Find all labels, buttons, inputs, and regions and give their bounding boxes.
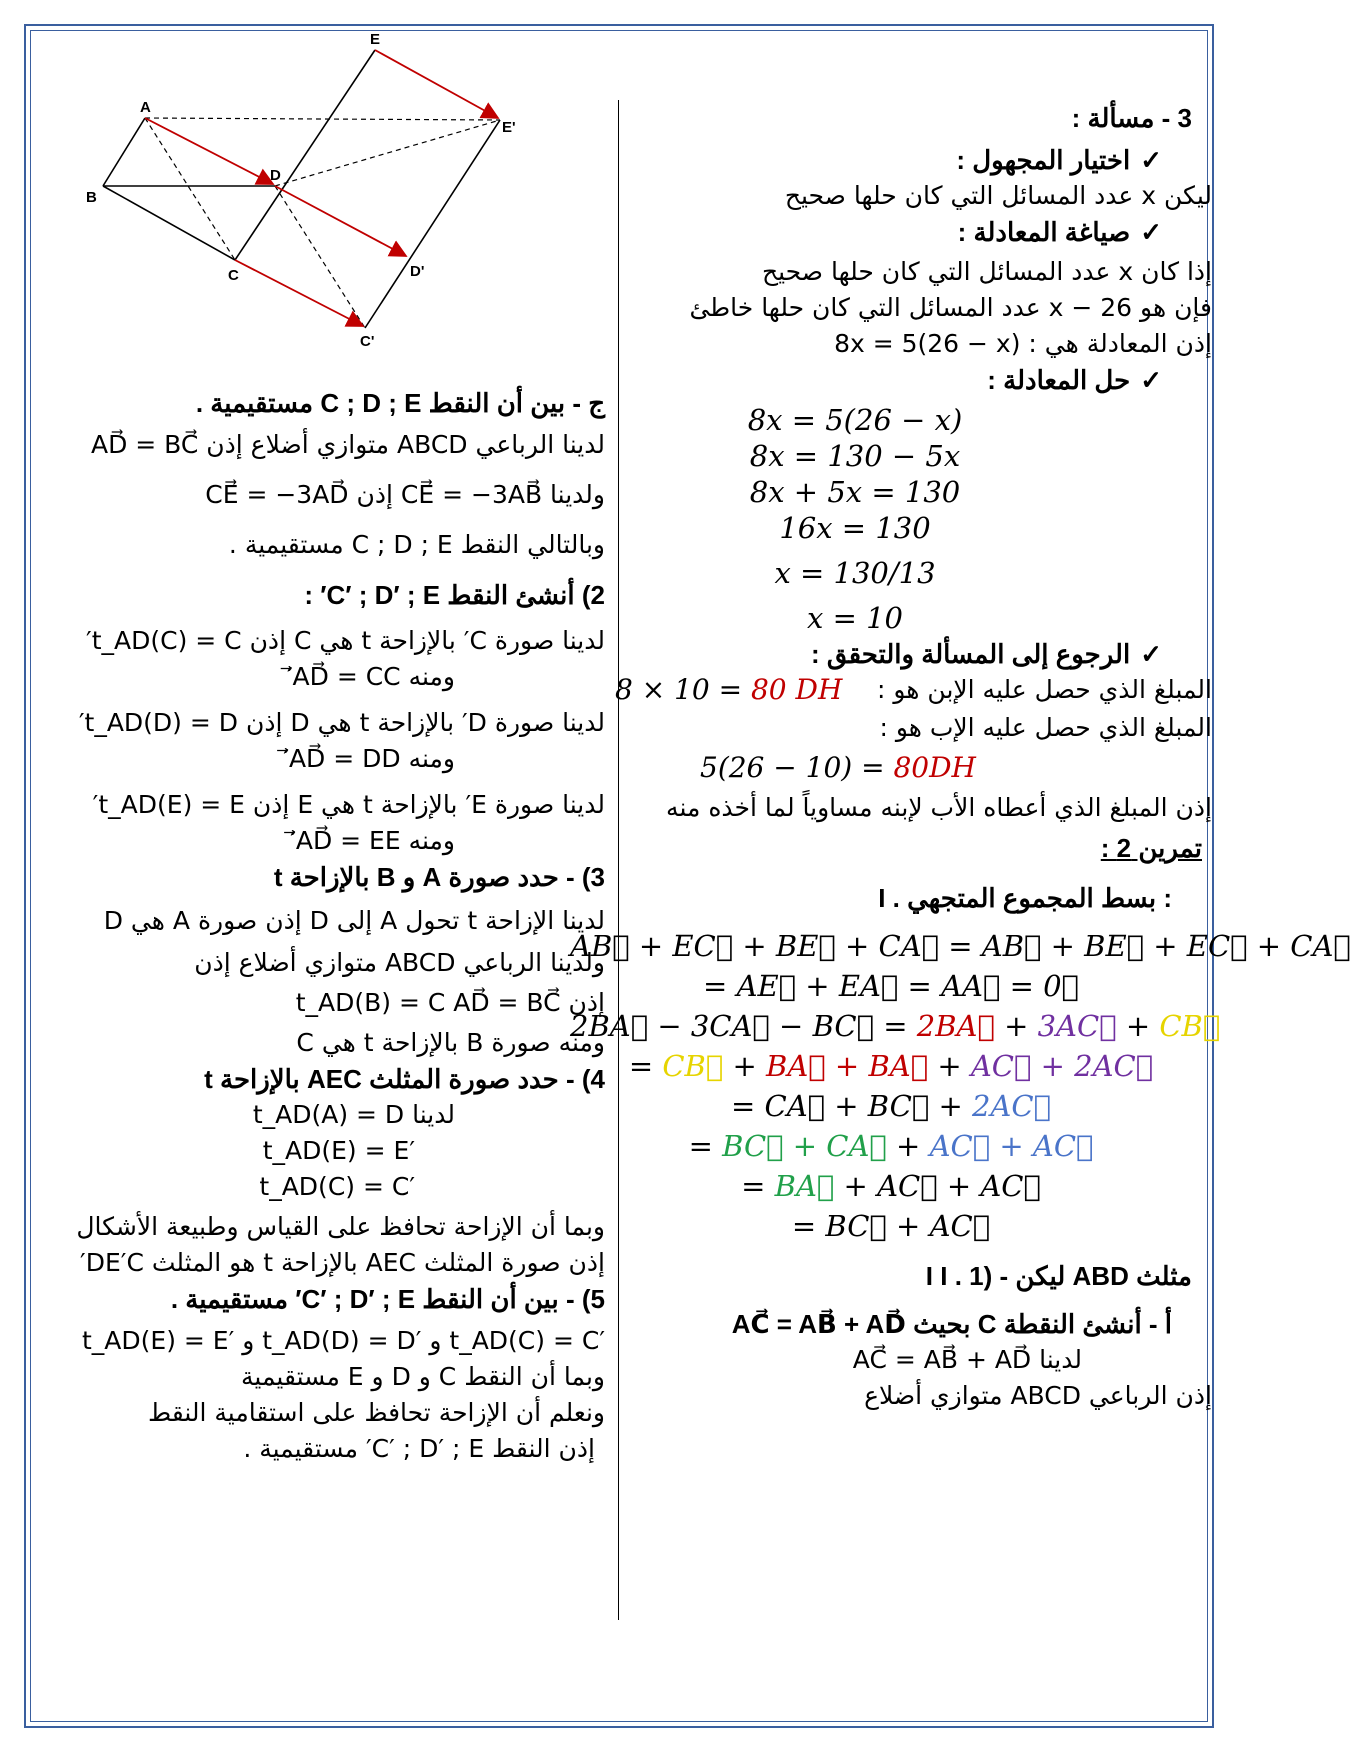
text-line: فإن هو x − 26 عدد المسائل التي كان حلها خاطئ	[689, 293, 1212, 322]
son-amount-value: 80 DH	[750, 673, 843, 706]
part-I-heading: I . بسط المجموع المتجهي :	[878, 883, 1172, 913]
dashed-BE'	[275, 120, 500, 186]
segment-E'C'	[365, 120, 500, 328]
label-A: A	[140, 99, 151, 116]
expr-part: 3AC⃗	[1037, 1009, 1117, 1043]
right-column	[570, 100, 1351, 1414]
father-amount	[640, 746, 1212, 790]
label-C: C	[228, 267, 239, 284]
expr-part: =	[688, 1129, 723, 1163]
label-D-prime: D'	[410, 263, 425, 280]
text-line: المبلغ الذي حصل عليه الإب هو :	[879, 713, 1212, 742]
step-form-equation: ✓ صياغة المعادلة :	[640, 214, 1212, 250]
dashed-AE'	[145, 118, 500, 120]
question-a-heading: أ - أنشئ النقطة C بحيث AC⃗ = AB⃗ + AD⃗	[731, 1309, 1172, 1339]
step-verify: ✓ الرجوع إلى المسألة والتحقق :	[640, 636, 1212, 672]
text-line: إذن المبلغ الذي أعطاه الأب لإبنه مساوياً لما أخذه منه	[666, 793, 1212, 822]
expr-part: 2AC⃗	[971, 1089, 1051, 1123]
segment-AB	[103, 118, 145, 186]
expr-part: = CA⃗ + BC⃗ +	[731, 1089, 972, 1123]
text-line: ولدينا الرباعي ABCD متوازي أضلاع إذن	[194, 948, 605, 977]
vector-EE'	[375, 50, 498, 118]
text-line: t_AD(C) = C′	[259, 1172, 415, 1201]
expr-part: +	[886, 1129, 930, 1163]
text-line: لدينا الإزاحة t تحول A إلى D إذن صورة A هي D	[103, 906, 605, 935]
dashed-DC'	[275, 186, 365, 328]
vector-sum-line: = BC⃗ + AC⃗	[791, 1209, 991, 1243]
text-line: ومنه AD⃗ = DD′⃗	[283, 744, 455, 773]
label-E-prime: E'	[502, 119, 516, 136]
translation-figure	[70, 28, 590, 388]
vector-sum-line	[570, 1086, 1212, 1126]
label-E: E	[370, 31, 381, 48]
expr-part: BC⃗	[722, 1129, 784, 1163]
vector-sum-line: AB⃗ + EC⃗ + BE⃗ + CA⃗ = AB⃗ + BE⃗ + EC⃗ + CA⃗	[570, 929, 1351, 963]
expr-part: CB⃗	[1159, 1009, 1221, 1043]
expr-part: +	[990, 1129, 1033, 1163]
text-line: لدينا صورة E′ بالإزاحة t هي E إذن t_AD(E) = E′	[92, 790, 605, 819]
text-line: لدينا AC⃗ = AB⃗ + AD⃗	[852, 1345, 1082, 1374]
text-line: إذن الرباعي ABCD متوازي أضلاع	[864, 1381, 1212, 1410]
text-line: لدينا الرباعي ABCD متوازي أضلاع إذن AD⃗ = BC⃗	[90, 430, 605, 459]
equation-line: 8x + 5x = 130	[749, 475, 961, 509]
expr-part: 2BA⃗ − 3CA⃗ − BC⃗ =	[570, 1009, 917, 1043]
expr-part: +	[825, 1049, 869, 1083]
expr-part: AC⃗	[970, 1049, 1032, 1083]
equation-line: x = 130/13	[774, 556, 936, 590]
expr-part: BA⃗	[774, 1169, 835, 1203]
expr-part: CB⃗	[662, 1049, 724, 1083]
expr-part: CA⃗	[826, 1129, 887, 1163]
step-choose-unknown: ✓ اختيار المجهول :	[640, 142, 1212, 178]
expr-part: AC⃗	[1032, 1129, 1094, 1163]
text-line: وبما أن الإزاحة تحافظ على القياس وطبيعة الأشكال	[76, 1212, 605, 1241]
son-amount-expr: 8 × 10 =	[615, 673, 751, 706]
equation-line: 8x = 5(26 − x)	[747, 403, 963, 437]
text-line: لدينا t_AD(A) = D	[252, 1100, 455, 1129]
expr-part: =	[741, 1169, 775, 1203]
text-line: لدينا صورة D′ بالإزاحة t هي D إذن t_AD(D) = D′	[78, 708, 605, 737]
expr-part: =	[628, 1049, 663, 1083]
equation-line: x = 10	[807, 601, 903, 635]
vector-sum-line: = AE⃗ + EA⃗ = AA⃗ = 0⃗	[703, 969, 1079, 1003]
vector-AD	[145, 118, 273, 184]
expr-part: 2BA⃗	[916, 1009, 995, 1043]
expr-part: +	[1031, 1049, 1075, 1083]
step-solve-equation: ✓ حل المعادلة :	[640, 362, 1212, 398]
vector-sum-line	[570, 1006, 1221, 1046]
father-amount-value: 80DH	[893, 751, 976, 784]
column-divider	[618, 100, 619, 1620]
father-amount-expr: 5(26 − 10) =	[700, 751, 894, 784]
part-II-heading: I I . 1) - ليكن ABD مثلث	[925, 1261, 1192, 1291]
question-5-heading: 5) - بين أن النقط C′ ; D′ ; E′ مستقيمية .	[170, 1284, 605, 1314]
expr-part: BA⃗	[766, 1049, 826, 1083]
expr-part: 2AC⃗	[1074, 1049, 1154, 1083]
text-line: إذا كان x عدد المسائل التي كان حلها صحيح	[761, 257, 1212, 286]
vector-sum-line	[570, 1126, 1212, 1166]
text-line: ومنه صورة B بالإزاحة t هي C	[296, 1028, 605, 1057]
text-line: إذن t_AD(B) = C AD⃗ = BC⃗	[295, 988, 605, 1017]
text-line: إذن المعادلة هي : 8x = 5(26 − x)	[834, 329, 1212, 358]
equation-line: 8x = 130 − 5x	[749, 439, 961, 473]
text-line: ليكن x عدد المسائل التي كان حلها صحيح	[784, 181, 1212, 210]
son-amount	[615, 672, 842, 708]
expr-part: + AC⃗ + AC⃗	[834, 1169, 1041, 1203]
text-line: المبلغ الذي حصل عليه الإبن هو :	[877, 675, 1212, 704]
expr-part: +	[1116, 1009, 1160, 1043]
expr-part: +	[723, 1049, 767, 1083]
expr-part: +	[928, 1049, 971, 1083]
text-line: ومنه AD⃗ = CC′⃗	[286, 662, 455, 691]
label-C-prime: C'	[360, 333, 375, 350]
expr-part: +	[783, 1129, 827, 1163]
exercise-2-heading: تمرين 2 :	[1100, 833, 1202, 863]
text-line: t_AD(E) = E′ و t_AD(D) = D′ و t_AD(C) = C′	[82, 1326, 605, 1355]
expr-part: BA⃗	[868, 1049, 929, 1083]
text-line: ولدينا CE⃗ = −3AB⃗ إذن CE⃗ = −3AD⃗	[205, 480, 605, 509]
text-line: إذن النقط C′ ; D′ ; E′ مستقيمية .	[243, 1434, 595, 1463]
expr-part: AC⃗	[929, 1129, 991, 1163]
text-line: وبما أن النقط C و D و E مستقيمية	[241, 1362, 605, 1391]
label-B: B	[86, 189, 97, 206]
text-line: وبالتالي النقط C ; D ; E مستقيمية .	[228, 530, 605, 559]
equation-line: 16x = 130	[779, 511, 931, 545]
text-line: ونعلم أن الإزاحة تحافظ على استقامية النقط	[147, 1398, 605, 1427]
label-D: D	[270, 167, 281, 184]
vector-sum-line	[570, 1166, 1212, 1206]
text-line: لدينا صورة C′ بالإزاحة t هي C إذن t_AD(C) = C′	[86, 626, 605, 655]
text-line: t_AD(E) = E′	[262, 1136, 415, 1165]
problem-3-heading: 3 - مسألة :	[1071, 103, 1192, 133]
vector-sum-line	[570, 1046, 1212, 1086]
text-line: ومنه AD⃗ = EE′⃗	[290, 826, 455, 855]
question-2-heading: 2) أنشئ النقط C′ ; D′ ; E′ :	[304, 580, 605, 610]
dashed-AC'	[145, 118, 235, 260]
question-3-heading: 3) - حدد صورة A و B بالإزاحة t	[273, 862, 605, 892]
vector-CC'	[235, 260, 363, 326]
text-line: إذن صورة المثلث AEC بالإزاحة t هو المثلث DE′C′	[80, 1248, 605, 1277]
left-column	[40, 385, 605, 1467]
question-c-heading: ج - بين أن النقط C ; D ; E مستقيمية .	[195, 388, 605, 418]
vector-DD'	[275, 186, 406, 256]
segment-BC	[103, 186, 235, 260]
question-4-heading: 4) - حدد صورة المثلث AEC بالإزاحة t	[204, 1064, 605, 1094]
expr-part: +	[994, 1009, 1038, 1043]
